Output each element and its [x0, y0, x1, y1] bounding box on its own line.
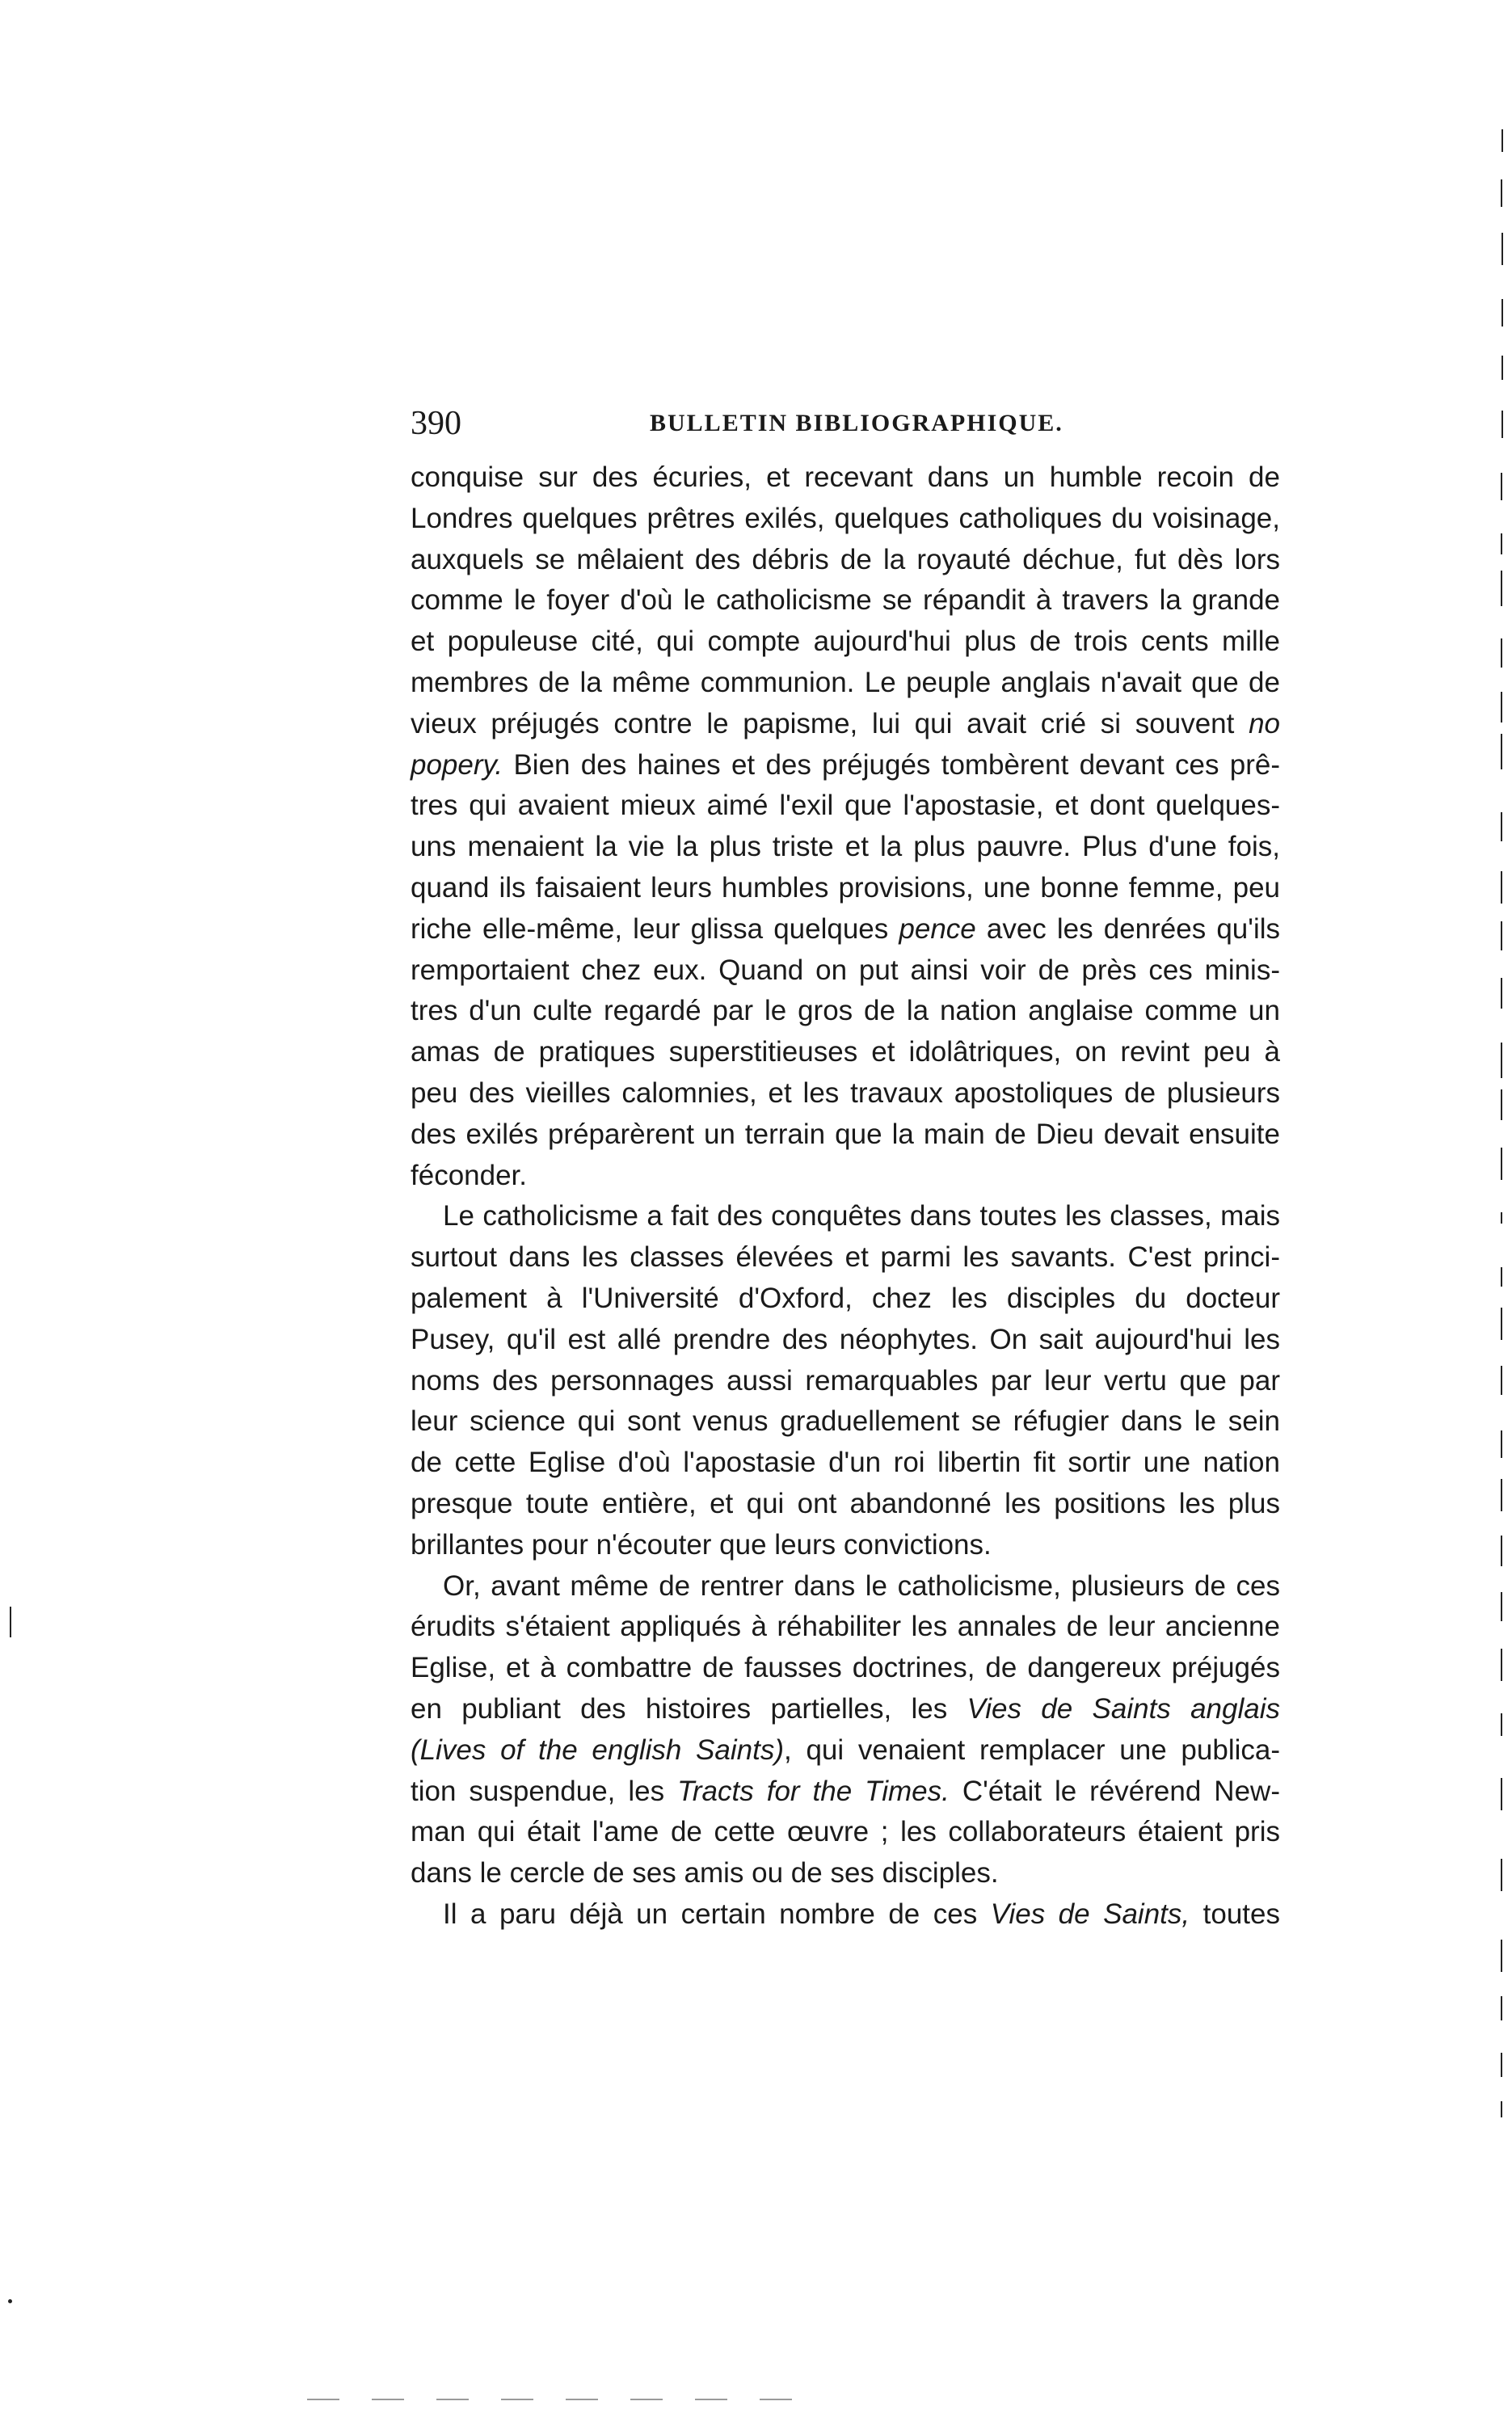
scan-footer-dashes: [307, 2399, 792, 2400]
text-line: dans le cercle de ses amis ou de ses disciples.: [411, 1857, 999, 1889]
scan-margin-mark: [1501, 692, 1502, 723]
scan-margin-mark: [1501, 129, 1503, 152]
scan-margin-mark: [1501, 1267, 1502, 1287]
scan-margin-mark: [1501, 921, 1502, 950]
text-line: comme le foyer d'où le catholicisme se répandit à travers la grande: [411, 584, 1280, 617]
text-line: man qui était l'ame de cette œuvre ; les collaborateurs étaient pris: [411, 1816, 1280, 1848]
scan-margin-mark: [1501, 1592, 1502, 1621]
text-line: Or, avant même de rentrer dans le catholicisme, plusieurs de ces: [443, 1569, 1280, 1602]
text-line: surtout dans les classes élevées et parmi les savants. C'est princi-: [411, 1241, 1280, 1274]
scan-speck: [8, 2299, 12, 2303]
body-text: [411, 457, 1280, 1936]
text-line: remportaient chez eux. Quand on put ainsi voir de près ces minis-: [411, 954, 1280, 986]
text-line: leur science qui sont venus graduellement se réfugier dans le sein: [411, 1405, 1280, 1438]
text-line: en publiant des histoires partielles, les Vies de Saints anglais: [411, 1692, 1280, 1725]
scan-margin-mark: [1501, 1043, 1502, 1078]
text-line: Pusey, qu'il est allé prendre des néophytes. On sait aujourd'hui les: [411, 1323, 1280, 1355]
scan-margin-mark: [1501, 1308, 1502, 1340]
text-line: auxquels se mêlaient des débris de la royauté déchue, fut dès lors: [411, 543, 1280, 575]
text-line: de cette Eglise d'où l'apostasie d'un roi libertin fit sortir une nation: [411, 1447, 1280, 1479]
scan-margin-mark: [1501, 812, 1502, 841]
text-line: vieux préjugés contre le papisme, lui qui avait crié si souvent no: [411, 707, 1280, 739]
scan-margin-mark: [1501, 1940, 1502, 1972]
scan-margin-mark: [1501, 473, 1502, 500]
scan-margin-mark: [1501, 1859, 1502, 1891]
text-line: féconder.: [411, 1159, 527, 1191]
text-line: uns menaient la vie la plus triste et la plus pauvre. Plus d'une fois,: [411, 831, 1280, 863]
scan-margin-mark: [1501, 299, 1503, 327]
text-line: Il a paru déjà un certain nombre de ces Vies de Saints, toutes: [443, 1898, 1280, 1930]
scan-margin-mark: [1501, 571, 1502, 606]
scan-margin-mark: [1501, 411, 1503, 438]
running-title: BULLETIN BIBLIOGRAPHIQUE.: [650, 410, 1063, 436]
text-line: Le catholicisme a fait des conquêtes dans toutes les classes, mais: [443, 1200, 1280, 1232]
scan-margin-mark: [1501, 2101, 1502, 2117]
text-line: brillantes pour n'écouter que leurs convictions.: [411, 1528, 992, 1561]
text-line: (Lives of the english Saints), qui venaient remplacer une publica-: [411, 1734, 1280, 1766]
text-line: des exilés préparèrent un terrain que la main de Dieu devait ensuite: [411, 1118, 1280, 1150]
text-line: érudits s'étaient appliqués à réhabiliter les annales de leur ancienne: [411, 1611, 1280, 1643]
scan-margin-mark: [1501, 533, 1502, 554]
text-line: quand ils faisaient leurs humbles provisions, une bonne femme, peu: [411, 871, 1280, 904]
scan-margin-mark: [1501, 1479, 1502, 1511]
scan-margin-mark: [1501, 734, 1502, 769]
scan-margin-mark: [1501, 1366, 1502, 1395]
scan-margin-mark: [10, 1607, 11, 1637]
text-line: noms des personnages aussi remarquables par leur vertu que par: [411, 1364, 1280, 1397]
scan-margin-mark: [1501, 638, 1502, 668]
text-line: conquise sur des écuries, et recevant dans un humble recoin de: [411, 461, 1280, 493]
scan-margin-mark: [1501, 1148, 1502, 1180]
text-line: Eglise, et à combattre de fausses doctrines, de dangereux préjugés: [411, 1652, 1280, 1684]
text-line: et populeuse cité, qui compte aujourd'hui plus de trois cents mille: [411, 626, 1280, 658]
scan-margin-mark: [1501, 1536, 1502, 1566]
text-line: tres d'un culte regardé par le gros de la nation anglaise comme un: [411, 995, 1280, 1027]
scan-margin-mark: [1501, 356, 1503, 380]
scan-margin-mark: [1501, 1649, 1502, 1681]
scan-margin-mark: [1501, 1713, 1502, 1736]
text-line: riche elle-même, leur glissa quelques pence avec les denrées qu'ils: [411, 912, 1280, 945]
page-number: 390: [411, 405, 461, 442]
scan-margin-mark: [1501, 978, 1502, 1009]
text-line: Londres quelques prêtres exilés, quelques catholiques du voisinage,: [411, 502, 1280, 534]
text-line: popery. Bien des haines et des préjugés tombèrent devant ces prê-: [411, 748, 1280, 781]
text-line: amas de pratiques superstitieuses et idolâtriques, on revint peu à: [411, 1036, 1280, 1068]
scan-margin-mark: [1501, 1996, 1502, 2020]
running-head: [411, 399, 1280, 448]
scan-margin-mark: [1501, 871, 1502, 904]
scan-margin-mark: [1501, 1212, 1502, 1224]
scan-margin-mark: [1501, 233, 1503, 265]
text-line: presque toute entière, et qui ont abandonné les positions les plus: [411, 1487, 1280, 1519]
scan-margin-mark: [1501, 179, 1502, 207]
scan-margin-mark: [1501, 1778, 1502, 1810]
text-line: membres de la même communion. Le peuple anglais n'avait que de: [411, 666, 1280, 698]
scan-margin-mark: [1501, 1089, 1502, 1120]
text-line: tres qui avaient mieux aimé l'exil que l'apostasie, et dont quelques-: [411, 790, 1280, 822]
text-line: tion suspendue, les Tracts for the Times. C'était le révérend New-: [411, 1775, 1280, 1807]
text-line: peu des vieilles calomnies, et les travaux apostoliques de plusieurs: [411, 1076, 1280, 1109]
scan-margin-mark: [1501, 2053, 1502, 2077]
scan-margin-mark: [1501, 1430, 1502, 1458]
text-line: palement à l'Université d'Oxford, chez les disciples du docteur: [411, 1282, 1280, 1314]
